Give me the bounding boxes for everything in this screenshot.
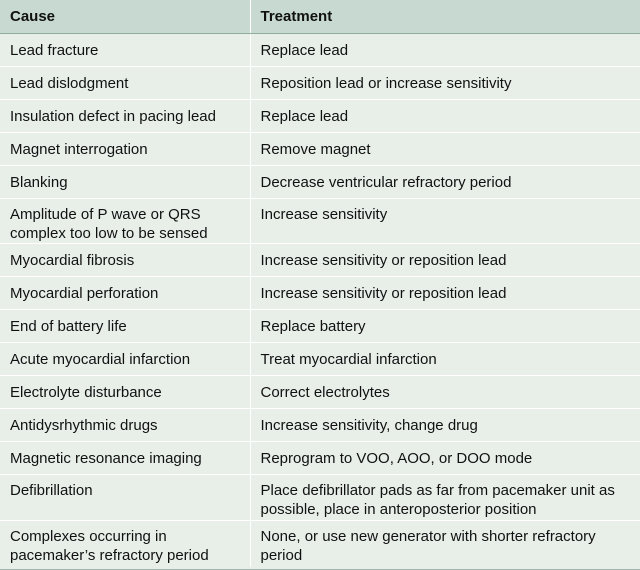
table-row: [0, 166, 640, 199]
table-row: [0, 100, 640, 133]
column-header-treatment: Treatment: [250, 0, 640, 34]
cause-cell: Magnetic resonance imaging: [0, 442, 250, 475]
treatment-cell: Replace battery: [250, 310, 640, 343]
treatment-cell: Increase sensitivity or reposition lead: [250, 277, 640, 310]
cause-cell: Magnet interrogation: [0, 133, 250, 166]
cause-cell: Defibrillation: [0, 475, 250, 521]
cause-cell: Lead fracture: [0, 34, 250, 67]
table-row: [0, 244, 640, 277]
treatment-cell: Increase sensitivity: [250, 199, 640, 244]
cause-cell: End of battery life: [0, 310, 250, 343]
cause-cell: Lead dislodgment: [0, 67, 250, 100]
treatment-cell: None, or use new generator with shorter refractory period: [250, 521, 640, 567]
cause-cell: Antidysrhythmic drugs: [0, 409, 250, 442]
treatment-cell: Remove magnet: [250, 133, 640, 166]
cause-cell: Insulation defect in pacing lead: [0, 100, 250, 133]
table-row: [0, 34, 640, 67]
treatment-cell: Increase sensitivity or reposition lead: [250, 244, 640, 277]
treatment-cell: Treat myocardial infarction: [250, 343, 640, 376]
table-row: [0, 442, 640, 475]
cause-cell: Electrolyte disturbance: [0, 376, 250, 409]
table-row: [0, 521, 640, 567]
treatment-cell: Reposition lead or increase sensitivity: [250, 67, 640, 100]
table-row: [0, 199, 640, 244]
cause-cell: Myocardial perforation: [0, 277, 250, 310]
cause-cell: Blanking: [0, 166, 250, 199]
table-row: [0, 67, 640, 100]
cause-cell: Myocardial fibrosis: [0, 244, 250, 277]
table-row: [0, 343, 640, 376]
column-header-cause: Cause: [0, 0, 250, 34]
treatment-cell: Increase sensitivity, change drug: [250, 409, 640, 442]
treatment-cell: Reprogram to VOO, AOO, or DOO mode: [250, 442, 640, 475]
table-row: [0, 475, 640, 521]
treatment-cell: Decrease ventricular refractory period: [250, 166, 640, 199]
treatment-cell: Replace lead: [250, 100, 640, 133]
cause-cell: Complexes occurring in pacemaker’s refractory period: [0, 521, 250, 567]
table-row: [0, 277, 640, 310]
cause-cell: Acute myocardial infarction: [0, 343, 250, 376]
treatment-cell: Correct electrolytes: [250, 376, 640, 409]
table-header-row: [0, 0, 640, 34]
table-row: [0, 310, 640, 343]
treatment-cell: Place defibrillator pads as far from pacemaker unit as possible, place in anteroposterior position: [250, 475, 640, 521]
cause-cell: Amplitude of P wave or QRS complex too low to be sensed: [0, 199, 250, 244]
table-row: [0, 133, 640, 166]
table-row: [0, 376, 640, 409]
table-row: [0, 409, 640, 442]
treatment-cell: Replace lead: [250, 34, 640, 67]
